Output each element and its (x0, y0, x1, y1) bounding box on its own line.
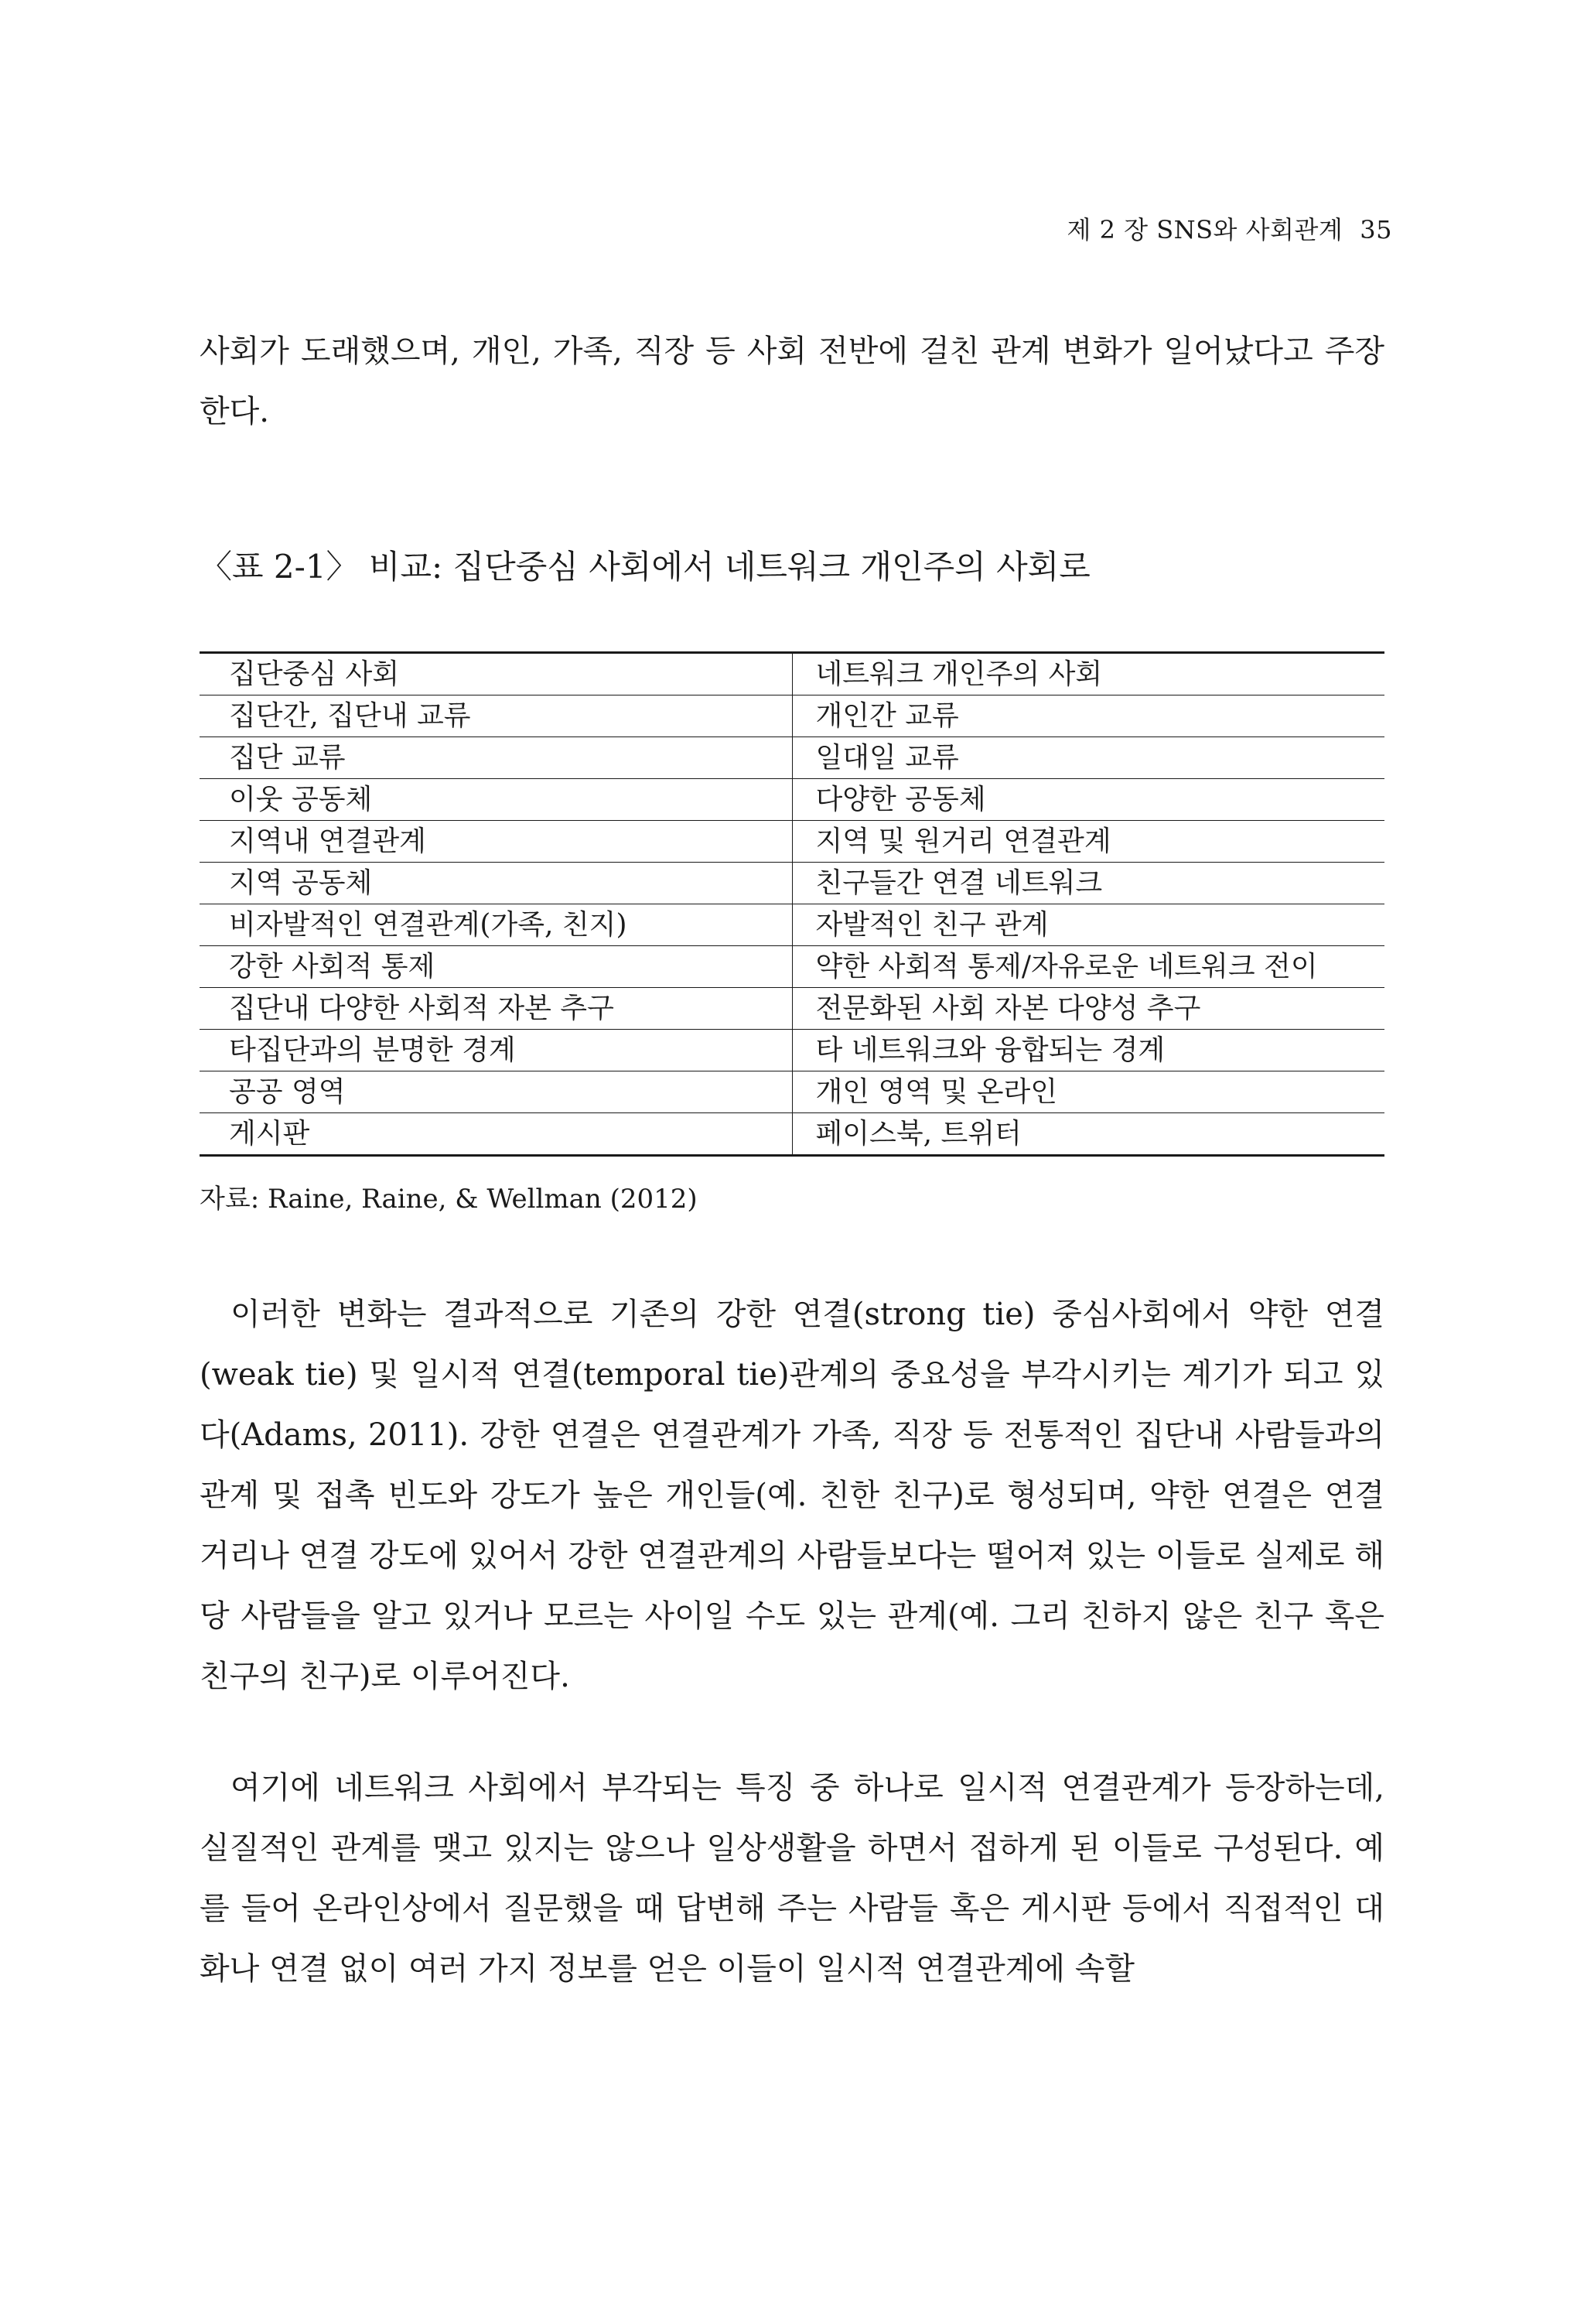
table-row (200, 779, 1384, 821)
table-row (200, 1113, 1384, 1156)
header-network-society: 네트워크 개인주의 사회 (792, 653, 1384, 695)
intro-paragraph: 사회가 도래했으며, 개인, 가족, 직장 등 사회 전반에 걸친 관계 변화가 일어났다고 주장한다. (200, 333, 1384, 429)
table-cell: 지역 공동체 (200, 863, 792, 904)
table-cell: 전문화된 사회 자본 다양성 추구 (792, 988, 1384, 1030)
body-paragraph: 여기에 네트워크 사회에서 부각되는 특징 중 하나로 일시적 연결관계가 등장하는데, 실질적인 관계를 맺고 있지는 않으나 일상생활을 하면서 접하게 된 이들로 구성된다. 예를 들어 온라인상에서 질문했을 때 답변해 주는 사람들 혹은 게시판 등에서 직접적인 대화나 연결 없이 여러 가지 정보를 얻은 이들이 일시적 연결관계에 속할 (200, 1770, 1384, 1987)
table-header-row (200, 653, 1384, 695)
table-row (200, 695, 1384, 737)
table-row (200, 1030, 1384, 1071)
table-row (200, 737, 1384, 779)
table-caption: 〈표 2-1〉 비교: 집단중심 사회에서 네트워크 개인주의 사회로 (200, 548, 1091, 586)
table-cell: 다양한 공동체 (792, 779, 1384, 821)
table-row (200, 946, 1384, 988)
table-cell: 일대일 교류 (792, 737, 1384, 779)
table-cell: 게시판 (200, 1113, 792, 1156)
table-cell: 이웃 공동체 (200, 779, 792, 821)
table-cell: 개인 영역 및 온라인 (792, 1071, 1384, 1113)
table-source-note: 자료: Raine, Raine, & Wellman (2012) (200, 1184, 698, 1215)
table-cell: 집단 교류 (200, 737, 792, 779)
table-row (200, 904, 1384, 946)
page-number: 35 (1360, 215, 1392, 244)
table-row (200, 1071, 1384, 1113)
table-cell: 비자발적인 연결관계(가족, 친지) (200, 904, 792, 946)
table-cell: 집단간, 집단내 교류 (200, 695, 792, 737)
table-cell: 페이스북, 트위터 (792, 1113, 1384, 1156)
table-cell: 강한 사회적 통제 (200, 946, 792, 988)
table-cell: 타 네트워크와 융합되는 경계 (792, 1030, 1384, 1071)
table-row (200, 821, 1384, 863)
table-cell: 집단내 다양한 사회적 자본 추구 (200, 988, 792, 1030)
running-header (1067, 210, 1393, 246)
header-group-society: 집단중심 사회 (200, 653, 792, 695)
body-paragraph: 이러한 변화는 결과적으로 기존의 강한 연결(strong tie) 중심사회에서 약한 연결(weak tie) 및 일시적 연결(temporal tie)관계의 중요성을 부각시키는 계기가 되고 있다(Adams, 2011). 강한 연결은 연결관계가 가족, 직장 등 전통적인 집단내 사람들과의 관계 및 접촉 빈도와 강도가 높은 개인들(예. 친한 친구)로 형성되며, 약한 연결은 연결 거리나 연결 강도에 있어서 강한 연결관계의 사람들보다는 떨어져 있는 이들로 실제로 해당 사람들을 알고 있거나 모르는 사이일 수도 있는 관계(예. 그리 친하지 않은 친구 혹은 친구의 친구)로 이루어진다. (200, 1297, 1384, 1694)
comparison-table (200, 651, 1384, 1157)
table-row (200, 988, 1384, 1030)
table-cell: 지역 및 원거리 연결관계 (792, 821, 1384, 863)
table-cell: 공공 영역 (200, 1071, 792, 1113)
table-cell: 자발적인 친구 관계 (792, 904, 1384, 946)
table-cell: 타집단과의 분명한 경계 (200, 1030, 792, 1071)
table-cell: 지역내 연결관계 (200, 821, 792, 863)
table-cell: 친구들간 연결 네트워크 (792, 863, 1384, 904)
table-cell: 약한 사회적 통제/자유로운 네트워크 전이 (792, 946, 1384, 988)
table-cell: 개인간 교류 (792, 695, 1384, 737)
comparison-table-container (200, 651, 1384, 1157)
chapter-title: 제 2 장 SNS와 사회관계 (1067, 215, 1343, 244)
table-row (200, 863, 1384, 904)
